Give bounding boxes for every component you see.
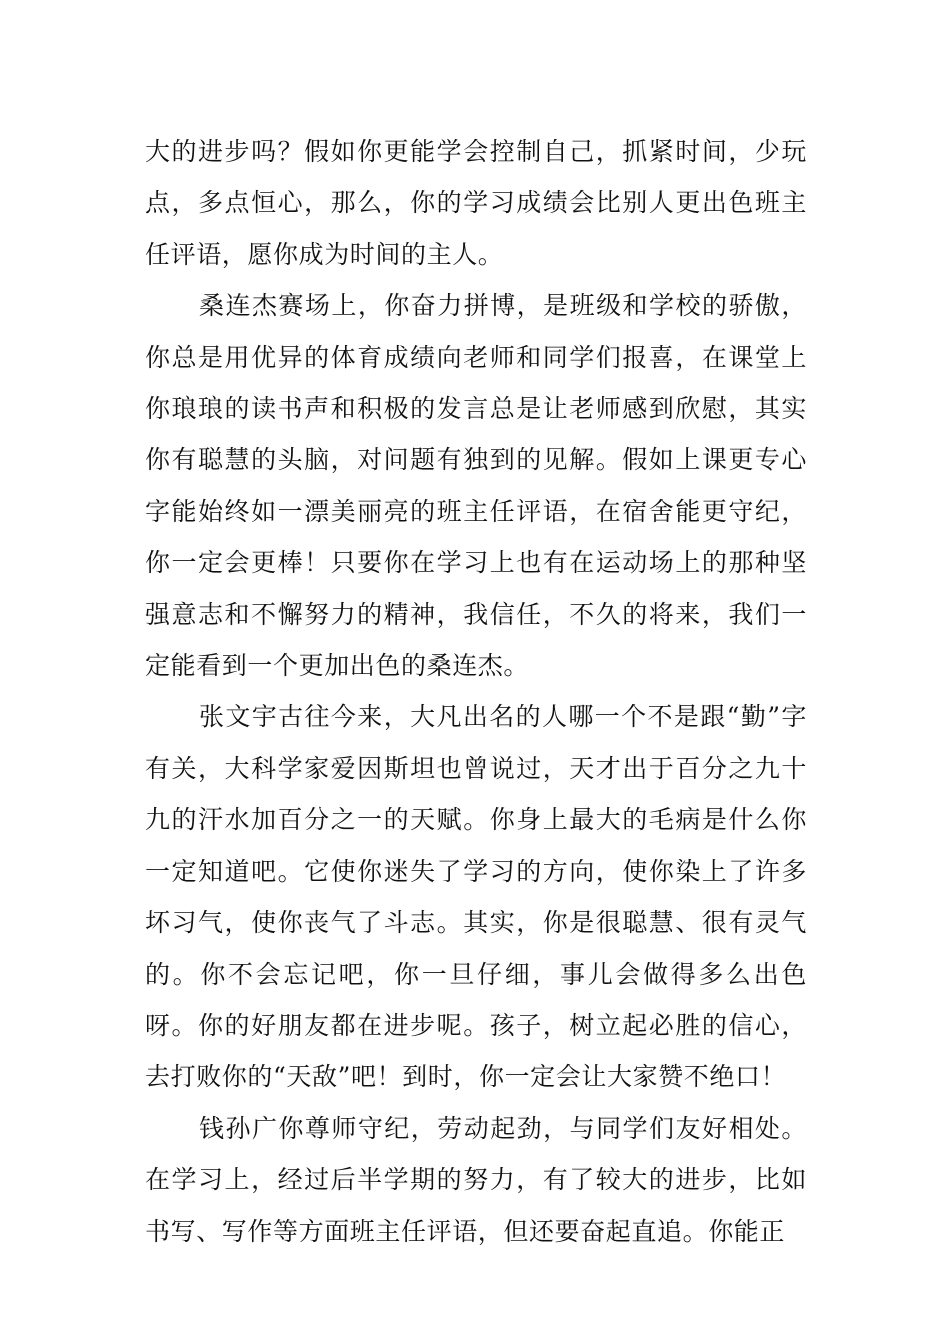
paragraph-continuation: 大的进步吗？假如你更能学会控制自己，抓紧时间，少玩点，多点恒心，那么，你的学习成绩会比别人更出色班主任评语，愿你成为时间的主人。 xyxy=(145,137,807,269)
paragraph-sang-lianjie: 桑连杰赛场上，你奋力拼博，是班级和学校的骄傲，你总是用优异的体育成绩向老师和同学们报喜，在课堂上你琅琅的读书声和积极的发言总是让老师感到欣慰，其实你有聪慧的头脑，对问题有独到的见解。假如上课更专心字能始终如一漂美丽亮的班主任评语，在宿舍能更守纪，你一定会更棒！只要你在学习上也有在运动场上的那种坚强意志和不懈努力的精神，我信任，不久的将来，我们一定能看到一个更加出色的桑连杰。 xyxy=(145,291,807,681)
paragraph-zhang-wenyu: 张文宇古往今来，大凡出名的人哪一个不是跟“勤”字有关，大科学家爱因斯坦也曾说过，天才出于百分之九十九的汗水加百分之一的天赋。你身上最大的毛病是什么你一定知道吧。它使你迷失了学习的方向，使你染上了许多坏习气，使你丧气了斗志。其实，你是很聪慧、很有灵气的。你不会忘记吧，你一旦仔细，事儿会做得多么出色呀。你的好朋友都在进步呢。孩子，树立起必胜的信心，去打败你的“天敌”吧！到时，你一定会让大家赞不绝口！ xyxy=(145,702,807,1092)
document-body xyxy=(145,126,807,1257)
paragraph-qian-sunguang: 钱孙广你尊师守纪，劳动起劲，与同学们友好相处。在学习上，经过后半学期的努力，有了较大的进步，比如书写、写作等方面班主任评语，但还要奋起直追。你能正 xyxy=(145,1113,807,1246)
